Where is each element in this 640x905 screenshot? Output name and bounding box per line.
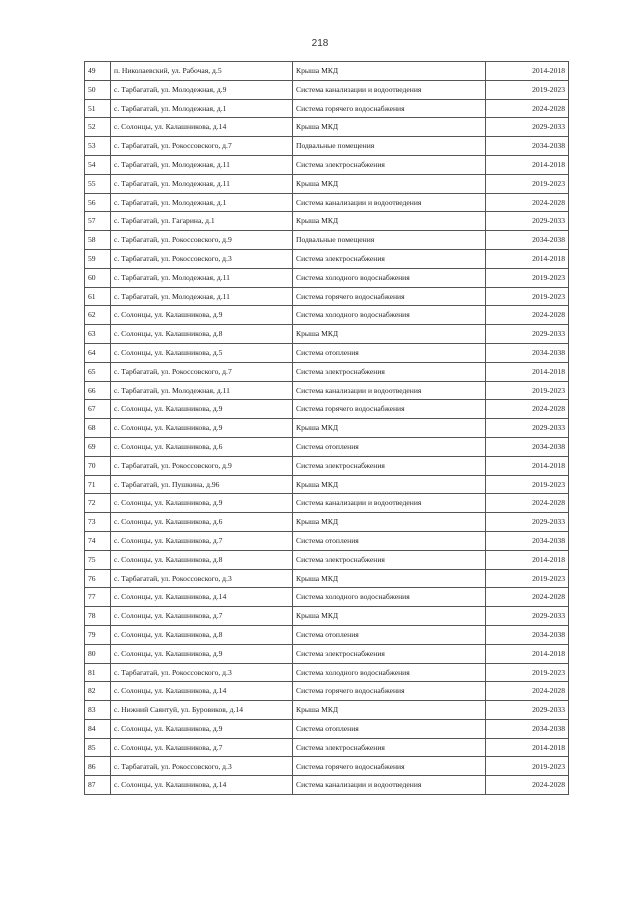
address-cell: с. Солонцы, ул. Калашникова, д.9 [111, 419, 293, 438]
work-type-cell: Система электроснабжения [293, 550, 486, 569]
row-number-cell: 80 [85, 644, 111, 663]
period-cell: 2014-2018 [486, 550, 569, 569]
work-type-cell: Крыша МКД [293, 174, 486, 193]
row-number-cell: 59 [85, 249, 111, 268]
address-cell: с. Солонцы, ул. Калашникова, д.14 [111, 776, 293, 795]
row-number-cell: 86 [85, 757, 111, 776]
row-number-cell: 58 [85, 231, 111, 250]
work-type-cell: Крыша МКД [293, 325, 486, 344]
period-cell: 2034-2038 [486, 625, 569, 644]
address-cell: с. Солонцы, ул. Калашникова, д.8 [111, 325, 293, 344]
work-type-cell: Система канализации и водоотведения [293, 193, 486, 212]
table-row [85, 325, 569, 344]
work-type-cell: Крыша МКД [293, 62, 486, 81]
row-number-cell: 67 [85, 400, 111, 419]
row-number-cell: 77 [85, 588, 111, 607]
row-number-cell: 50 [85, 80, 111, 99]
row-number-cell: 57 [85, 212, 111, 231]
work-type-cell: Крыша МКД [293, 701, 486, 720]
address-cell: с. Солонцы, ул. Калашникова, д.9 [111, 494, 293, 513]
row-number-cell: 87 [85, 776, 111, 795]
address-cell: с. Солонцы, ул. Калашникова, д.8 [111, 550, 293, 569]
period-cell: 2024-2028 [486, 193, 569, 212]
work-type-cell: Система отопления [293, 625, 486, 644]
work-type-cell: Система горячего водоснабжения [293, 682, 486, 701]
table-row [85, 137, 569, 156]
period-cell: 2024-2028 [486, 306, 569, 325]
row-number-cell: 71 [85, 475, 111, 494]
row-number-cell: 79 [85, 625, 111, 644]
row-number-cell: 61 [85, 287, 111, 306]
work-type-cell: Система электроснабжения [293, 249, 486, 268]
address-cell: с. Тарбагатай, ул. Рокоссовского, д.9 [111, 231, 293, 250]
address-cell: с. Тарбагатай, ул. Молодежная, д.11 [111, 155, 293, 174]
work-type-cell: Система горячего водоснабжения [293, 287, 486, 306]
table-row [85, 757, 569, 776]
work-type-cell: Система отопления [293, 437, 486, 456]
row-number-cell: 55 [85, 174, 111, 193]
work-type-cell: Крыша МКД [293, 513, 486, 532]
period-cell: 2019-2023 [486, 268, 569, 287]
period-cell: 2034-2038 [486, 343, 569, 362]
period-cell: 2029-2033 [486, 607, 569, 626]
period-cell: 2034-2038 [486, 137, 569, 156]
address-cell: с. Солонцы, ул. Калашникова, д.14 [111, 682, 293, 701]
address-cell: с. Тарбагатай, ул. Рокоссовского, д.9 [111, 456, 293, 475]
period-cell: 2034-2038 [486, 719, 569, 738]
table-row [85, 494, 569, 513]
period-cell: 2019-2023 [486, 381, 569, 400]
period-cell: 2029-2033 [486, 118, 569, 137]
table-row [85, 437, 569, 456]
address-cell: с. Солонцы, ул. Калашникова, д.6 [111, 437, 293, 456]
row-number-cell: 73 [85, 513, 111, 532]
period-cell: 2024-2028 [486, 682, 569, 701]
row-number-cell: 53 [85, 137, 111, 156]
period-cell: 2024-2028 [486, 99, 569, 118]
table-row [85, 268, 569, 287]
address-cell: с. Тарбагатай, ул. Молодежная, д.11 [111, 268, 293, 287]
address-cell: п. Николаевский, ул. Рабочая, д.5 [111, 62, 293, 81]
work-type-cell: Крыша МКД [293, 212, 486, 231]
address-cell: с. Тарбагатай, ул. Рокоссовского, д.7 [111, 362, 293, 381]
table-row [85, 719, 569, 738]
address-cell: с. Солонцы, ул. Калашникова, д.14 [111, 588, 293, 607]
address-cell: с. Тарбагатай, ул. Рокоссовского, д.7 [111, 137, 293, 156]
row-number-cell: 83 [85, 701, 111, 720]
address-cell: с. Тарбагатай, ул. Молодежная, д.1 [111, 99, 293, 118]
address-cell: с. Тарбагатай, ул. Молодежная, д.11 [111, 381, 293, 400]
table-row [85, 287, 569, 306]
work-type-cell: Система горячего водоснабжения [293, 99, 486, 118]
work-type-cell: Система электроснабжения [293, 738, 486, 757]
period-cell: 2029-2033 [486, 419, 569, 438]
work-type-cell: Система холодного водоснабжения [293, 588, 486, 607]
table-row [85, 231, 569, 250]
period-cell: 2029-2033 [486, 513, 569, 532]
period-cell: 2029-2033 [486, 212, 569, 231]
row-number-cell: 72 [85, 494, 111, 513]
period-cell: 2014-2018 [486, 362, 569, 381]
row-number-cell: 54 [85, 155, 111, 174]
table-row [85, 625, 569, 644]
work-type-cell: Подвальные помещения [293, 231, 486, 250]
table-row [85, 456, 569, 475]
period-cell: 2014-2018 [486, 644, 569, 663]
period-cell: 2019-2023 [486, 174, 569, 193]
work-type-cell: Система канализации и водоотведения [293, 381, 486, 400]
address-cell: с. Солонцы, ул. Калашникова, д.8 [111, 625, 293, 644]
address-cell: с. Тарбагатай, ул. Молодежная, д.11 [111, 287, 293, 306]
row-number-cell: 63 [85, 325, 111, 344]
table-row [85, 306, 569, 325]
table-row [85, 550, 569, 569]
row-number-cell: 69 [85, 437, 111, 456]
work-type-cell: Система электроснабжения [293, 362, 486, 381]
address-cell: с. Солонцы, ул. Калашникова, д.6 [111, 513, 293, 532]
period-cell: 2014-2018 [486, 249, 569, 268]
address-cell: с. Солонцы, ул. Калашникова, д.7 [111, 607, 293, 626]
table-row [85, 701, 569, 720]
address-cell: с. Солонцы, ул. Калашникова, д.9 [111, 719, 293, 738]
period-cell: 2024-2028 [486, 400, 569, 419]
period-cell: 2034-2038 [486, 231, 569, 250]
table-row [85, 663, 569, 682]
work-type-cell: Крыша МКД [293, 419, 486, 438]
table-row [85, 644, 569, 663]
table-row [85, 62, 569, 81]
address-cell: с. Солонцы, ул. Калашникова, д.7 [111, 738, 293, 757]
row-number-cell: 75 [85, 550, 111, 569]
row-number-cell: 62 [85, 306, 111, 325]
period-cell: 2014-2018 [486, 738, 569, 757]
table-row [85, 99, 569, 118]
table-row [85, 607, 569, 626]
period-cell: 2019-2023 [486, 287, 569, 306]
work-type-cell: Система холодного водоснабжения [293, 663, 486, 682]
work-type-cell: Система холодного водоснабжения [293, 306, 486, 325]
table-row [85, 531, 569, 550]
work-type-cell: Крыша МКД [293, 118, 486, 137]
table-row [85, 193, 569, 212]
row-number-cell: 82 [85, 682, 111, 701]
period-cell: 2024-2028 [486, 588, 569, 607]
work-type-cell: Система отопления [293, 343, 486, 362]
work-type-cell: Система электроснабжения [293, 456, 486, 475]
table-body [85, 62, 569, 795]
address-cell: с. Тарбагатай, ул. Рокоссовского, д.3 [111, 757, 293, 776]
period-cell: 2019-2023 [486, 663, 569, 682]
period-cell: 2029-2033 [486, 701, 569, 720]
row-number-cell: 81 [85, 663, 111, 682]
address-cell: с. Солонцы, ул. Калашникова, д.14 [111, 118, 293, 137]
period-cell: 2019-2023 [486, 757, 569, 776]
address-cell: с. Тарбагатай, ул. Рокоссовского, д.3 [111, 663, 293, 682]
table-row [85, 343, 569, 362]
row-number-cell: 78 [85, 607, 111, 626]
address-cell: с. Солонцы, ул. Калашникова, д.7 [111, 531, 293, 550]
row-number-cell: 51 [85, 99, 111, 118]
row-number-cell: 64 [85, 343, 111, 362]
period-cell: 2024-2028 [486, 494, 569, 513]
work-type-cell: Система электроснабжения [293, 644, 486, 663]
work-type-cell: Система канализации и водоотведения [293, 494, 486, 513]
table-row [85, 118, 569, 137]
address-cell: с. Тарбагатай, ул. Пушкина, д.96 [111, 475, 293, 494]
period-cell: 2014-2018 [486, 456, 569, 475]
period-cell: 2034-2038 [486, 531, 569, 550]
table-row [85, 212, 569, 231]
row-number-cell: 52 [85, 118, 111, 137]
table-row [85, 400, 569, 419]
table-row [85, 80, 569, 99]
row-number-cell: 68 [85, 419, 111, 438]
address-cell: с. Тарбагатай, ул. Гагарина, д.1 [111, 212, 293, 231]
table-row [85, 381, 569, 400]
table-row [85, 776, 569, 795]
period-cell: 2014-2018 [486, 62, 569, 81]
address-cell: с. Тарбагатай, ул. Рокоссовского, д.3 [111, 569, 293, 588]
work-type-cell: Система канализации и водоотведения [293, 776, 486, 795]
work-type-cell: Система горячего водоснабжения [293, 757, 486, 776]
row-number-cell: 85 [85, 738, 111, 757]
table-row [85, 362, 569, 381]
table-row [85, 569, 569, 588]
address-cell: с. Солонцы, ул. Калашникова, д.9 [111, 400, 293, 419]
period-cell: 2019-2023 [486, 475, 569, 494]
address-cell: с. Солонцы, ул. Калашникова, д.9 [111, 644, 293, 663]
row-number-cell: 66 [85, 381, 111, 400]
row-number-cell: 56 [85, 193, 111, 212]
table-row [85, 738, 569, 757]
row-number-cell: 70 [85, 456, 111, 475]
row-number-cell: 49 [85, 62, 111, 81]
work-type-cell: Система электроснабжения [293, 155, 486, 174]
row-number-cell: 65 [85, 362, 111, 381]
table-row [85, 249, 569, 268]
table-row [85, 588, 569, 607]
address-cell: с. Нижний Саянтуй, ул. Буровиков, д.14 [111, 701, 293, 720]
period-cell: 2024-2028 [486, 776, 569, 795]
address-cell: с. Тарбагатай, ул. Рокоссовского, д.3 [111, 249, 293, 268]
work-type-cell: Крыша МКД [293, 475, 486, 494]
page-number: 218 [311, 38, 329, 49]
period-cell: 2019-2023 [486, 80, 569, 99]
period-cell: 2019-2023 [486, 569, 569, 588]
table-row [85, 174, 569, 193]
row-number-cell: 84 [85, 719, 111, 738]
schedule-table [84, 61, 569, 795]
table-row [85, 682, 569, 701]
row-number-cell: 60 [85, 268, 111, 287]
work-type-cell: Крыша МКД [293, 569, 486, 588]
work-type-cell: Система канализации и водоотведения [293, 80, 486, 99]
address-cell: с. Тарбагатай, ул. Молодежная, д.1 [111, 193, 293, 212]
address-cell: с. Тарбагатай, ул. Молодежная, д.11 [111, 174, 293, 193]
work-type-cell: Система горячего водоснабжения [293, 400, 486, 419]
row-number-cell: 74 [85, 531, 111, 550]
work-type-cell: Подвальные помещения [293, 137, 486, 156]
address-cell: с. Солонцы, ул. Калашникова, д.9 [111, 306, 293, 325]
address-cell: с. Тарбагатай, ул. Молодежная, д.9 [111, 80, 293, 99]
address-cell: с. Солонцы, ул. Калашникова, д.5 [111, 343, 293, 362]
table-row [85, 475, 569, 494]
table-row [85, 155, 569, 174]
period-cell: 2034-2038 [486, 437, 569, 456]
table-row [85, 419, 569, 438]
work-type-cell: Система отопления [293, 531, 486, 550]
work-type-cell: Крыша МКД [293, 607, 486, 626]
work-type-cell: Система холодного водоснабжения [293, 268, 486, 287]
row-number-cell: 76 [85, 569, 111, 588]
period-cell: 2029-2033 [486, 325, 569, 344]
table-row [85, 513, 569, 532]
period-cell: 2014-2018 [486, 155, 569, 174]
work-type-cell: Система отопления [293, 719, 486, 738]
